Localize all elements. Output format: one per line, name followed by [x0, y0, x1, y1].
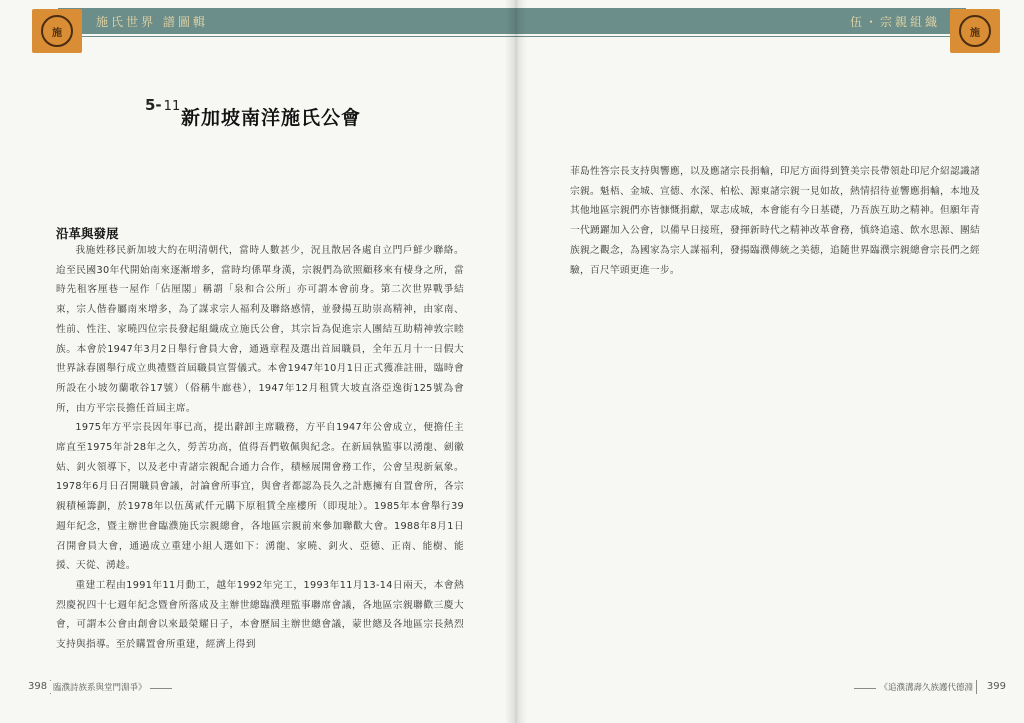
- section-subnumber: 11: [163, 99, 181, 114]
- body-text: [56, 241, 464, 655]
- right-page: [516, 0, 1024, 723]
- running-header: 施氏世界 譜圖輯: [96, 15, 208, 29]
- paragraph: 我施姓移民新加坡大約在明清朝代，當時人數甚少，況且散居各處自立門戶鮮少聯絡。迨至民國30年代開始南來逐漸增多，當時均係單身漢，宗親們為欲照顧移來有棲身之所，當時先租客厘巷一屋作「佔厘閣」稱謂「泉和合公所」亦可謂本會前身。第二次世界戰爭結束，宗人偕眷屬南來增多，為了謀求宗人福利及聯絡感情，並發揚互助崇高精神，由家南、性前、性注、家曉四位宗長發起組織成立施氏公會，其宗旨為促進宗人團結互助精神敦宗睦族。本會於1947年3月2日舉行會員大會，通過章程及選出首屆職員，全年五月十一日假大世界詠春園舉行成立典禮暨首屆職員宣誓儀式。本會1947年10月1日正式獲准註冊，臨時會所設在小坡勿蘭歌谷17號）（俗稱牛廊巷），1947年12月租賃大坡直洛亞逸街125號為會所，由方平宗長擔任首屆主席。: [56, 245, 464, 414]
- section-number: 5- 11: [145, 96, 181, 114]
- subheading: 沿革與發展: [56, 226, 119, 241]
- section-title: 新加坡南洋施氏公會: [181, 107, 362, 129]
- header-rule: [516, 36, 966, 37]
- page-number: 398: [28, 681, 48, 692]
- footer-title: 《追濮溝壽久族護代德淵: [876, 681, 976, 693]
- clan-emblem-icon: [32, 9, 82, 53]
- paragraph: 菲島性答宗長支持與響應，以及應諸宗長捐輸，印尼方面得到贊美宗長帶領赴印尼介紹認識諸宗親。魁梧、金城、宣德、水深、柏松、源東諸宗親一見如故，熱情招待並響應捐輸，本地及其他地區宗親們亦皆慷慨捐獻，眾志成城，本會能有今日基礎，乃吾族互助之精神。但願年青一代踴躍加入公會，以備早日接班，發揮新時代之精神改革會務，慎終追遠、飲水思源、團結族親之觀念，為國家為宗人謀福利，發揚臨濮傳統之美德，追隨世界臨濮宗親總會宗長們之經驗，百尺竿頭更進一步。: [570, 166, 980, 276]
- running-header: 伍・宗親組織: [849, 15, 940, 29]
- body-text: [570, 162, 980, 280]
- page-number: 399: [986, 681, 1006, 692]
- footer-title: 臨濮詩族系與堂門淵爭》: [50, 681, 150, 693]
- paragraph: 重建工程由1991年11月動工，越年1992年完工，1993年11月13-14日兩天，本會熱烈慶祝四十七週年紀念暨會所落成及主辦世總臨濮理監事聯席會議，各地區宗親聯歡三慶大會，可謂本公會由創會以來最榮耀日子，本會歷屆主辦世總會議，蒙世總及各地區宗長熱烈支持與指導。至於購置會所重建，經濟上得到: [56, 579, 464, 651]
- header-rule: [58, 36, 516, 37]
- footer-tick: [976, 680, 977, 694]
- clan-emblem-icon: [950, 9, 1000, 53]
- paragraph: 1975年方平宗長因年事已高，提出辭卸主席職務，方平自1947年公會成立，便擔任主席直至1975年計28年之久，勞苦功高，值得吾們敬佩與紀念。在新屆執監事以湧龍、劍徽姑、釗火領導下，以及老中青諸宗親配合通力合作，積極展開會務工作，公會呈現新氣象。1978年6月日召開職員會議，討論會所事宜，與會者都認為長久之計應擁有自置會所，各宗親積極籌劃，於1978年以伍萬貳仟元購下原租賃全座樓所（即現址）。1985年本會舉行39週年紀念，暨主辦世會臨濮施氏宗親總會，各地區宗親前來參加聯歡大會。1988年8月1日召開會員大會，通過成立重建小組人選如下：湧龍、家曉、釗火、亞德、正南、能樹、能援、天從、湧趁。: [56, 422, 464, 572]
- seal-icon: 施: [41, 15, 73, 47]
- seal-icon: 施: [959, 15, 991, 47]
